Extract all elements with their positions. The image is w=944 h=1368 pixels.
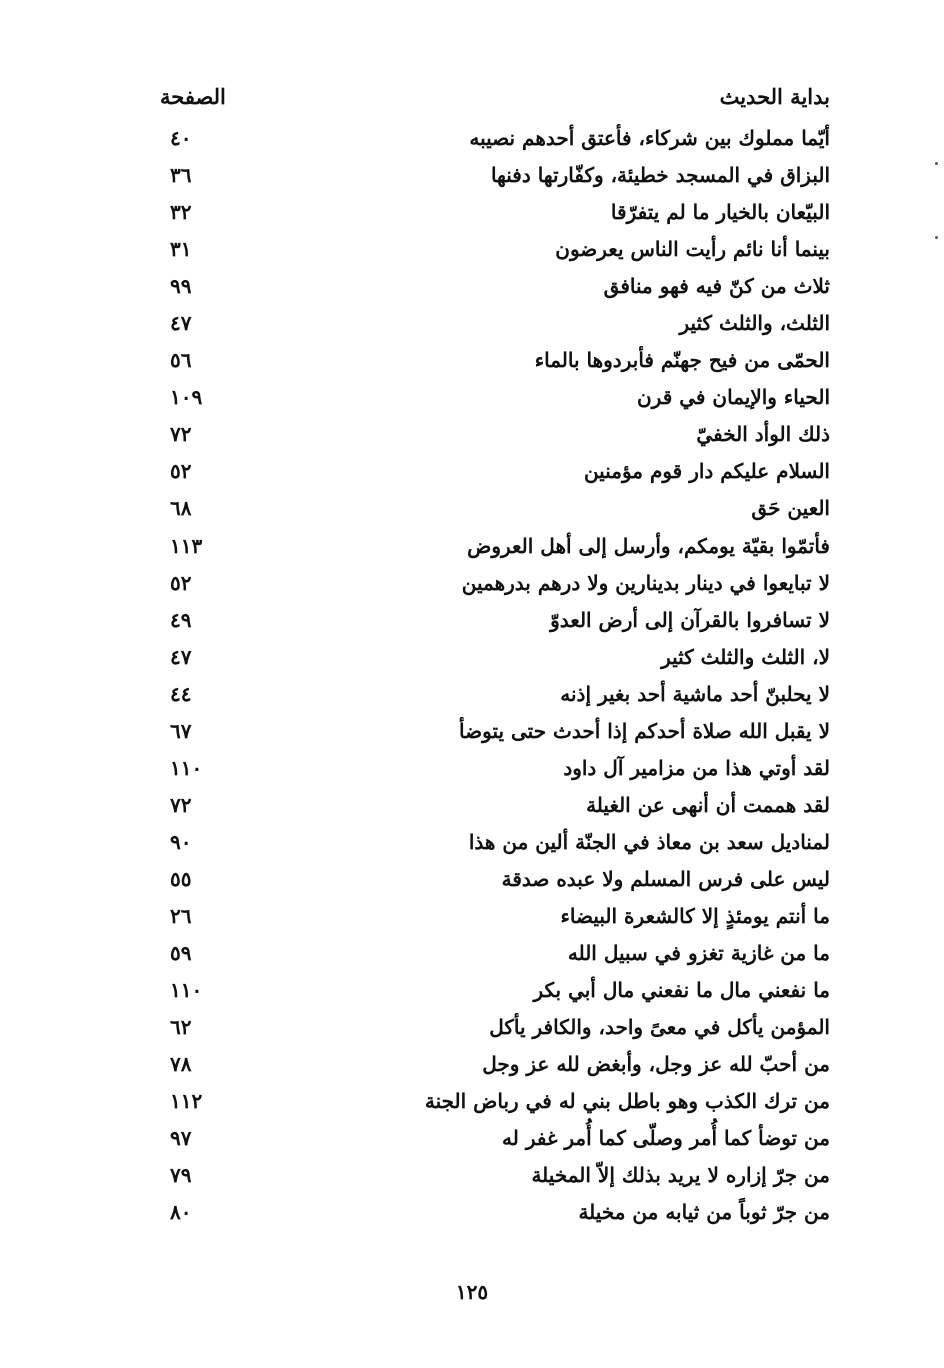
- entry-hadith-text: لمناديل سعد بن معاذ في الجنّة ألين من هذا: [468, 829, 830, 854]
- entry-page-number: ٤٧: [170, 644, 192, 669]
- entry-hadith-text: لقد أوتي هذا من مزامير آل داود: [563, 755, 830, 780]
- entry-page-number: ٣٦: [170, 163, 192, 188]
- entry-page-number: ٩٠: [170, 829, 192, 854]
- entry-hadith-text: العين حَق: [751, 496, 830, 521]
- entry-hadith-text: لا يحلبنّ أحد ماشية أحد بغير إذنه: [560, 681, 830, 706]
- margin-mark: [935, 162, 938, 165]
- index-entry: [160, 1050, 830, 1087]
- column-header-page: الصفحة: [160, 84, 226, 109]
- index-entries-list: [160, 124, 830, 1235]
- entry-page-number: ٢٦: [170, 903, 192, 928]
- entry-hadith-text: الحياء والإيمان في قرن: [636, 385, 830, 410]
- entry-page-number: ٨٠: [170, 1200, 192, 1225]
- entry-page-number: ٤٤: [170, 681, 192, 706]
- index-entry: [160, 1087, 830, 1124]
- entry-page-number: ٥٩: [170, 941, 192, 966]
- entry-page-number: ٣٢: [170, 200, 192, 225]
- entry-page-number: ١١٢: [170, 1089, 203, 1114]
- entry-hadith-text: من ترك الكذب وهو باطل بني له في رباض الجنة: [424, 1089, 830, 1114]
- page-number: ١٢٥: [455, 1280, 489, 1304]
- index-entry: [160, 643, 830, 680]
- index-entry: [160, 494, 830, 531]
- entry-hadith-text: من جرّ ثوباً من ثيابه من مخيلة: [578, 1200, 830, 1225]
- entry-page-number: ٣١: [170, 237, 192, 262]
- index-entry: [160, 902, 830, 939]
- entry-hadith-text: ما نفعني مال ما نفعني مال أبي بكر: [533, 978, 830, 1003]
- entry-hadith-text: بينما أنا نائم رأيت الناس يعرضون: [555, 237, 830, 262]
- entry-page-number: ٥٥: [170, 866, 192, 891]
- entry-hadith-text: المؤمن يأكل في معىً واحد، والكافر يأكل: [489, 1015, 830, 1040]
- index-entry: [160, 791, 830, 828]
- entry-page-number: ٤٠: [170, 126, 192, 150]
- entry-page-number: ٦٨: [170, 496, 192, 521]
- index-entry: [160, 420, 830, 457]
- index-entry: [160, 346, 830, 383]
- index-entry: [160, 569, 830, 606]
- index-entry: [160, 532, 830, 569]
- index-entry: [160, 680, 830, 717]
- entry-hadith-text: ثلاث من كنّ فيه فهو منافق: [603, 274, 830, 299]
- entry-page-number: ٥٢: [170, 570, 192, 595]
- entry-hadith-text: من توضأ كما أُمر وصلّى كما أُمر غفر له: [502, 1126, 830, 1151]
- index-entry: [160, 198, 830, 235]
- index-entry: [160, 828, 830, 865]
- entry-hadith-text: أيّما مملوك بين شركاء، فأعتق أحدهم نصيبه: [469, 126, 830, 150]
- entry-page-number: ٦٧: [170, 718, 192, 743]
- index-entry: [160, 1013, 830, 1050]
- entry-page-number: ٧٢: [170, 422, 192, 447]
- entry-hadith-text: لا تسافروا بالقرآن إلى أرض العدوّ: [550, 607, 830, 632]
- index-entry: [160, 865, 830, 902]
- entry-hadith-text: لا، الثلث والثلث كثير: [661, 644, 830, 669]
- entry-hadith-text: ذلك الوأد الخفيّ: [696, 422, 830, 447]
- entry-page-number: ١١٣: [170, 533, 203, 558]
- entry-page-number: ٦٢: [170, 1015, 192, 1040]
- index-header: [160, 84, 830, 116]
- entry-page-number: ١١٠: [170, 978, 203, 1003]
- index-entry: [160, 309, 830, 346]
- index-entry: [160, 161, 830, 198]
- entry-page-number: ٤٧: [170, 311, 192, 336]
- index-entry: [160, 939, 830, 976]
- entry-hadith-text: لا يقبل الله صلاة أحدكم إذا أحدث حتى يتوضأ: [459, 718, 830, 743]
- entry-hadith-text: من أحبّ لله عز وجل، وأبغض لله عز وجل: [482, 1052, 830, 1077]
- entry-page-number: ٧٨: [170, 1052, 192, 1077]
- entry-hadith-text: ليس على فرس المسلم ولا عبده صدقة: [501, 866, 830, 891]
- entry-page-number: ٩٧: [170, 1126, 192, 1151]
- index-entry: [160, 1198, 830, 1235]
- index-entry: [160, 754, 830, 791]
- entry-hadith-text: لا تبايعوا في دينار بدينارين ولا درهم بدرهمين: [461, 570, 830, 595]
- entry-hadith-text: لقد هممت أن أنهى عن الغيلة: [586, 792, 830, 817]
- index-entry: [160, 383, 830, 420]
- index-entry: [160, 272, 830, 309]
- index-entry: [160, 124, 830, 161]
- entry-page-number: ٥٦: [170, 348, 192, 373]
- entry-hadith-text: ما من غازية تغزو في سبيل الله: [567, 941, 830, 966]
- entry-hadith-text: البزاق في المسجد خطيئة، وكفّارتها دفنها: [490, 163, 830, 188]
- margin-mark: [935, 236, 938, 239]
- index-entry: [160, 1124, 830, 1161]
- entry-hadith-text: البيّعان بالخيار ما لم يتفرّقا: [610, 200, 830, 225]
- index-entry: [160, 606, 830, 643]
- entry-page-number: ٤٩: [170, 607, 192, 632]
- index-entry: [160, 457, 830, 494]
- entry-page-number: ٩٩: [170, 274, 192, 299]
- index-entry: [160, 976, 830, 1013]
- index-entry: [160, 1161, 830, 1198]
- index-entry: [160, 235, 830, 272]
- entry-hadith-text: ما أنتم يومئذٍ إلا كالشعرة البيضاء: [560, 903, 830, 928]
- entry-page-number: ٧٢: [170, 792, 192, 817]
- column-header-hadith-start: بداية الحديث: [719, 84, 830, 109]
- entry-hadith-text: الحمّى من فيح جهنّم فأبردوها بالماء: [534, 348, 830, 373]
- index-entry: [160, 717, 830, 754]
- entry-page-number: ٧٩: [170, 1163, 192, 1188]
- entry-page-number: ٥٢: [170, 459, 192, 484]
- entry-hadith-text: الثلث، والثلث كثير: [679, 311, 830, 336]
- entry-page-number: ١٠٩: [170, 385, 203, 410]
- entry-hadith-text: السلام عليكم دار قوم مؤمنين: [583, 459, 830, 484]
- entry-hadith-text: فأتمّوا بقيّة يومكم، وأرسل إلى أهل العروض: [467, 533, 830, 558]
- entry-hadith-text: من جرّ إزاره لا يريد بذلك إلاّ المخيلة: [531, 1163, 830, 1188]
- entry-page-number: ١١٠: [170, 755, 203, 780]
